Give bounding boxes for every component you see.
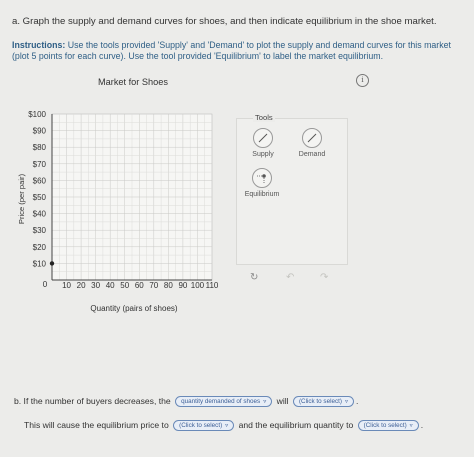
select-value: quantity demanded of shoes xyxy=(181,398,261,405)
tools-title: Tools xyxy=(255,113,273,122)
chevron-down-icon: ▿ xyxy=(409,423,413,429)
equilibrium-tool[interactable] xyxy=(240,168,284,198)
x-tick-label: 90 xyxy=(178,281,188,290)
quantity-demanded-select[interactable] xyxy=(175,396,272,407)
question-b-end: . xyxy=(356,396,359,406)
y-tick-label: $100 xyxy=(28,110,46,119)
x-tick-label: 40 xyxy=(105,281,115,290)
x-tick-labels xyxy=(62,281,219,290)
redo-icon[interactable]: ↷ xyxy=(320,272,329,283)
x-tick-label: 80 xyxy=(163,281,173,290)
instructions xyxy=(12,40,460,62)
equilibrium-quantity-select[interactable] xyxy=(358,420,419,431)
instructions-body: Use the tools provided 'Supply' and 'Demand' to plot the supply and demand curves for this market (plot 5 points for each curve). Use the tool provided 'Equilibrium' to label the market equilibrium. xyxy=(12,40,451,61)
x-tick-label: 70 xyxy=(149,281,159,290)
x-tick-label: 30 xyxy=(91,281,101,290)
change-direction-select[interactable] xyxy=(293,396,354,407)
question-b2-prefix: This will cause the equilibrium price to xyxy=(24,420,169,430)
y-tick-label: $90 xyxy=(32,126,46,136)
question-b xyxy=(14,396,358,407)
axis-marker-point xyxy=(50,261,54,265)
question-b-mid: will xyxy=(276,396,289,406)
chevron-down-icon: ▿ xyxy=(344,399,348,405)
chart-title: Market for Shoes xyxy=(98,77,168,87)
y-tick-label: $40 xyxy=(32,209,46,219)
question-a: a. Graph the supply and demand curves for shoes, and then indicate equilibrium in the shoe market. xyxy=(12,16,437,27)
y-tick-label: $50 xyxy=(32,193,46,202)
reset-icon[interactable]: ↻ xyxy=(250,272,259,283)
x-axis-label: Quantity (pairs of shoes) xyxy=(90,304,178,313)
instructions-lead: Instructions: xyxy=(12,40,66,50)
select-value: (Click to select) xyxy=(363,422,407,429)
y-tick-label: $70 xyxy=(32,159,46,169)
y-tick-label: $20 xyxy=(32,242,46,252)
x-tick-label: 20 xyxy=(76,281,86,290)
chevron-down-icon: ▿ xyxy=(263,399,267,405)
y-tick-label: $10 xyxy=(32,259,46,269)
select-value: (Click to select) xyxy=(298,398,342,405)
x-tick-label: 100 xyxy=(190,281,205,290)
x-tick-label: 60 xyxy=(134,281,144,290)
supply-line-icon xyxy=(253,128,273,148)
y-tick-label: $60 xyxy=(32,176,46,186)
equilibrium-price-select[interactable] xyxy=(173,420,234,431)
supply-tool-label: Supply xyxy=(252,151,274,158)
demand-line-icon xyxy=(302,128,322,148)
x-tick-label: 50 xyxy=(120,281,130,290)
y-tick-label: $30 xyxy=(32,226,46,236)
equilibrium-tool-label: Equilibrium xyxy=(244,191,280,198)
question-b2-end: . xyxy=(420,420,424,430)
x-tick-label: 10 xyxy=(62,281,71,290)
chart-grid xyxy=(52,114,212,280)
demand-tool[interactable] xyxy=(295,128,329,158)
undo-icon[interactable]: ↶ xyxy=(286,272,295,283)
info-icon[interactable]: i xyxy=(356,74,369,87)
chart[interactable] xyxy=(0,100,236,320)
question-b-followup xyxy=(24,420,423,431)
graph-toolbar xyxy=(246,272,346,286)
y-tick-label: $80 xyxy=(32,143,46,153)
demand-tool-label: Demand xyxy=(298,151,326,158)
supply-tool[interactable] xyxy=(246,128,280,158)
y-tick-labels xyxy=(28,110,46,268)
equilibrium-point-icon xyxy=(252,168,272,188)
question-b2-mid: and the equilibrium quantity to xyxy=(238,420,354,430)
x-tick-label: 110 xyxy=(205,281,219,290)
chart-marks xyxy=(50,261,54,265)
select-value: (Click to select) xyxy=(179,422,223,429)
y-axis-label: Price (per pair) xyxy=(17,173,26,225)
origin-label: 0 xyxy=(42,280,48,289)
question-b-prefix: b. If the number of buyers decreases, the xyxy=(14,396,171,406)
chevron-down-icon: ▿ xyxy=(225,423,229,429)
